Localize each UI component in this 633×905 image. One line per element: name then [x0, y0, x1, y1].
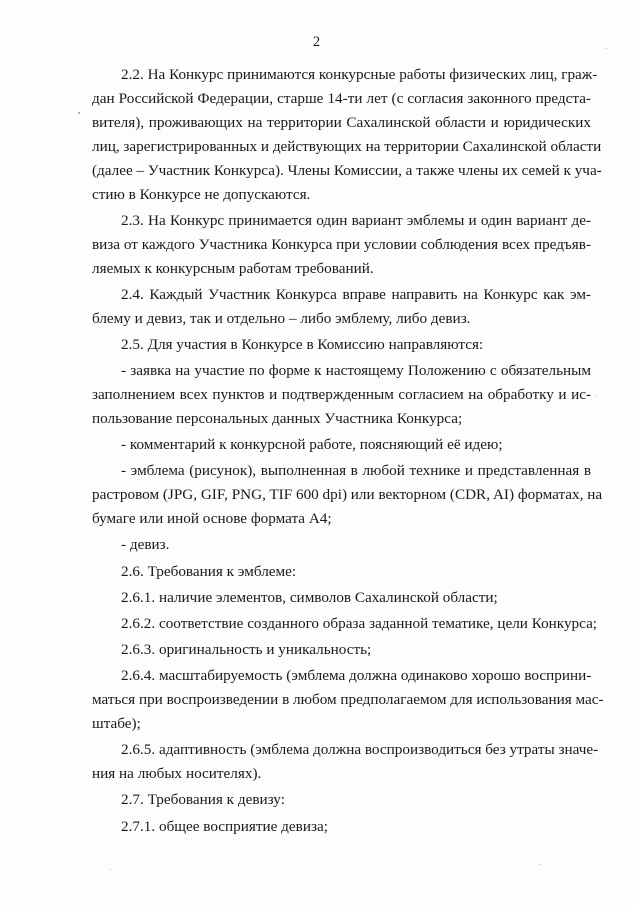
text-line: виза от каждого Участника Конкурса при условии соблюдения всех предъяв-	[92, 235, 591, 253]
paragraph-2-6-1	[92, 586, 591, 610]
paragraph-2-7	[92, 788, 591, 812]
paragraph-2-2	[92, 63, 602, 206]
paragraph-2-5-comment	[92, 433, 591, 457]
document-body	[92, 63, 604, 841]
paragraph-2-6-4	[92, 664, 604, 736]
text-line: штабе);	[92, 715, 141, 733]
scan-speck	[595, 395, 596, 396]
text-line: 2.2. На Конкурс принимаются конкурсные работы физических лиц, граж-	[121, 66, 598, 83]
text-line: 2.3. На Конкурс принимается один вариант эмблемы и один вариант де-	[121, 211, 591, 229]
text-line: блему и девиз, так и отдельно – либо эмблему, либо девиз.	[92, 309, 471, 327]
text-line: 2.6.2. соответствие созданного образа заданной тематике, цели Конкурса;	[121, 614, 598, 632]
text-line: лиц, зарегистрированных и действующих на территории Сахалинской области	[92, 137, 602, 155]
paragraph-2-6-2	[92, 612, 598, 636]
paragraph-2-6-5	[92, 738, 599, 786]
scan-speck	[110, 869, 111, 870]
text-line: заполнением всех пунктов и подтвержденным согласием на обработку и ис-	[92, 385, 591, 403]
text-line: стию в Конкурсе не допускаются.	[92, 185, 311, 203]
text-line: пользование персональных данных Участника Конкурса;	[92, 409, 463, 427]
text-line: маться при воспроизведении в любом предполагаемом для использования мас-	[92, 691, 604, 709]
text-line: растровом (JPG, GIF, PNG, TIF 600 dpi) или векторном (CDR, AI) форматах, на	[92, 486, 603, 504]
text-line: 2.6.1. наличие элементов, символов Сахалинской области;	[121, 588, 498, 606]
text-line: 2.6.3. оригинальность и уникальность;	[121, 641, 372, 659]
text-line: - комментарий к конкурсной работе, поясняющий её идею;	[121, 436, 503, 454]
scan-speck	[540, 864, 541, 865]
paragraph-2-6	[92, 560, 591, 584]
paragraph-2-5-application	[92, 359, 591, 431]
text-line: бумаге или иной основе формата А4;	[92, 510, 332, 528]
text-line: 2.6. Требования к эмблеме:	[121, 562, 297, 580]
text-line: (далее – Участник Конкурса). Члены Комиссии, а также члены их семей к уча-	[92, 161, 602, 179]
text-line: 2.7. Требования к девизу:	[121, 791, 285, 809]
scan-speck	[78, 112, 80, 114]
text-line: 2.6.5. адаптивность (эмблема должна воспроизводиться без утраты значе-	[121, 741, 599, 759]
text-line: 2.5. Для участия в Конкурсе в Комиссию направляются:	[121, 335, 484, 353]
text-line: - девиз.	[121, 536, 170, 554]
paragraph-2-5	[92, 333, 591, 357]
scan-speck	[606, 48, 607, 49]
text-line: ния на любых носителях).	[92, 765, 262, 783]
page-number: 2	[312, 34, 321, 50]
text-line: 2.4. Каждый Участник Конкурса вправе направить на Конкурс как эм-	[121, 285, 591, 303]
text-line: - заявка на участие по форме к настоящему Положению с обязательным	[121, 362, 591, 380]
text-line: - эмблема (рисунок), выполненная в любой технике и представленная в	[121, 462, 591, 480]
paragraph-2-4	[92, 283, 591, 331]
paragraph-2-3	[92, 209, 591, 281]
paragraph-2-7-1	[92, 815, 591, 839]
text-line: дан Российской Федерации, старше 14-ти лет (с согласия законного предста-	[92, 89, 591, 107]
text-line: 2.7.1. общее восприятие девиза;	[121, 817, 328, 835]
paragraph-2-5-emblem	[92, 459, 603, 531]
text-line: ляемых к конкурсным работам требований.	[92, 259, 374, 277]
paragraph-2-6-3	[92, 638, 591, 662]
text-line: 2.6.4. масштабируемость (эмблема должна одинаково хорошо восприни-	[121, 667, 592, 685]
text-line: вителя), проживающих на территории Сахалинской области и юридических	[92, 113, 591, 131]
paragraph-2-5-motto	[92, 533, 591, 557]
